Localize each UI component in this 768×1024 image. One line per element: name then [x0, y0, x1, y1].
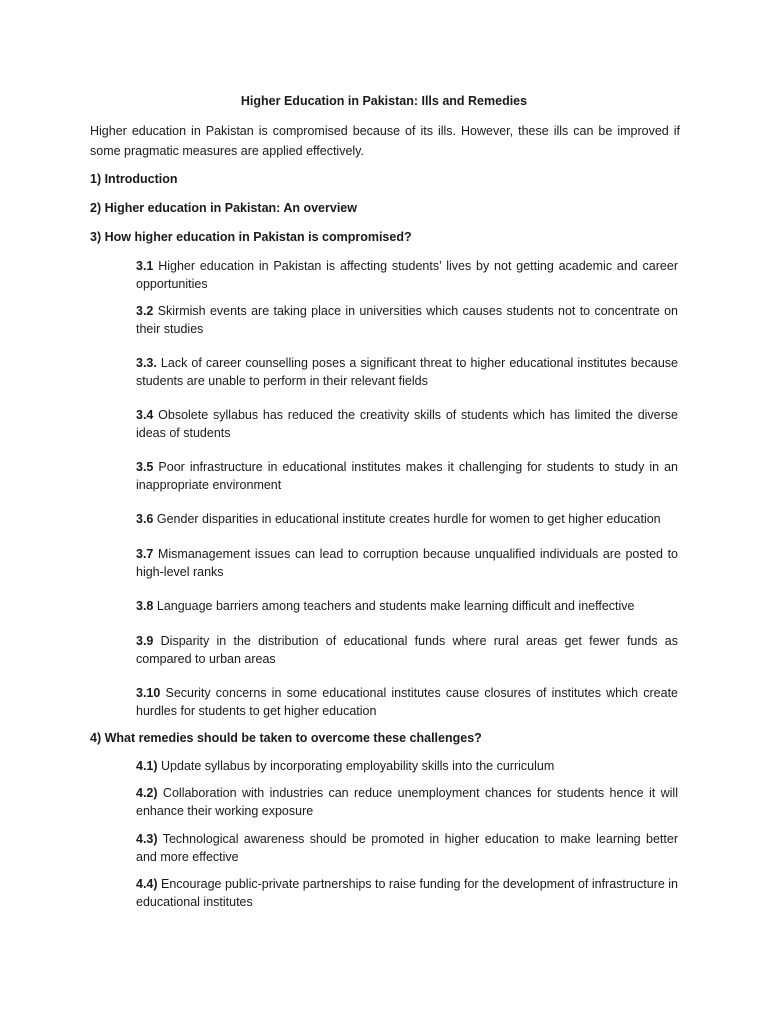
heading-introduction: 1) Introduction [90, 172, 178, 186]
item-number: 4.4) [136, 877, 158, 891]
heading-overview: 2) Higher education in Pakistan: An overview [90, 201, 357, 215]
item-number: 3.9 [136, 634, 154, 648]
list-item [136, 784, 678, 820]
list-item [136, 458, 678, 494]
item-text: Higher education in Pakistan is affecting students’ lives by not getting academic and career opportunities [136, 259, 678, 291]
item-text: Disparity in the distribution of educational funds where rural areas get fewer funds as compared to urban areas [136, 634, 678, 666]
list-item [136, 510, 678, 528]
item-text: Update syllabus by incorporating employability skills into the curriculum [157, 759, 555, 773]
item-number: 3.5 [136, 460, 154, 474]
list-item [136, 545, 678, 581]
heading-remedies: 4) What remedies should be taken to overcome these challenges? [90, 731, 482, 745]
heading-compromised: 3) How higher education in Pakistan is compromised? [90, 230, 412, 244]
list-item [136, 406, 678, 442]
item-number: 4.3) [136, 832, 158, 846]
item-text: Mismanagement issues can lead to corruption because unqualified individuals are posted to high-level ranks [136, 547, 678, 579]
item-text: Technological awareness should be promoted in higher education to make learning better and more effective [136, 832, 678, 864]
list-item [136, 757, 678, 775]
item-number: 3.10 [136, 686, 161, 700]
document-title: Higher Education in Pakistan: Ills and Remedies [240, 94, 528, 108]
item-number: 3.3. [136, 356, 157, 370]
list-item [136, 684, 678, 720]
item-number: 3.2 [136, 304, 154, 318]
item-number: 4.1) [136, 759, 158, 773]
item-text: Security concerns in some educational institutes cause closures of institutes which create hurdles for students to get higher education [136, 686, 678, 718]
list-item [136, 597, 678, 615]
item-number: 4.2) [136, 786, 158, 800]
item-text: Gender disparities in educational institute creates hurdle for women to get higher education [153, 512, 661, 526]
list-item [136, 632, 678, 668]
list-item [136, 257, 678, 293]
item-text: Skirmish events are taking place in universities which causes students not to concentrate on their studies [136, 304, 678, 336]
list-item [136, 302, 678, 338]
item-text: Lack of career counselling poses a significant threat to higher educational institutes because students are unable to perform in their relevant fields [136, 356, 678, 388]
item-text: Poor infrastructure in educational institutes makes it challenging for students to study in an inappropriate environment [136, 460, 678, 492]
list-item [136, 875, 678, 911]
list-item [136, 354, 678, 390]
item-number: 3.4 [136, 408, 154, 422]
item-text: Language barriers among teachers and students make learning difficult and ineffective [153, 599, 635, 613]
intro-paragraph: Higher education in Pakistan is compromised because of its ills. However, these ills can be improved if some pragmatic measures are applied effectively. [90, 124, 680, 158]
item-number: 3.1 [136, 259, 154, 273]
item-number: 3.8 [136, 599, 154, 613]
list-item [136, 830, 678, 866]
item-text: Obsolete syllabus has reduced the creativity skills of students which has limited the diverse ideas of students [136, 408, 678, 440]
item-number: 3.6 [136, 512, 154, 526]
item-text: Collaboration with industries can reduce unemployment chances for students hence it will enhance their working exposure [136, 786, 678, 818]
item-text: Encourage public-private partnerships to raise funding for the development of infrastructure in educational institutes [136, 877, 678, 909]
item-number: 3.7 [136, 547, 154, 561]
